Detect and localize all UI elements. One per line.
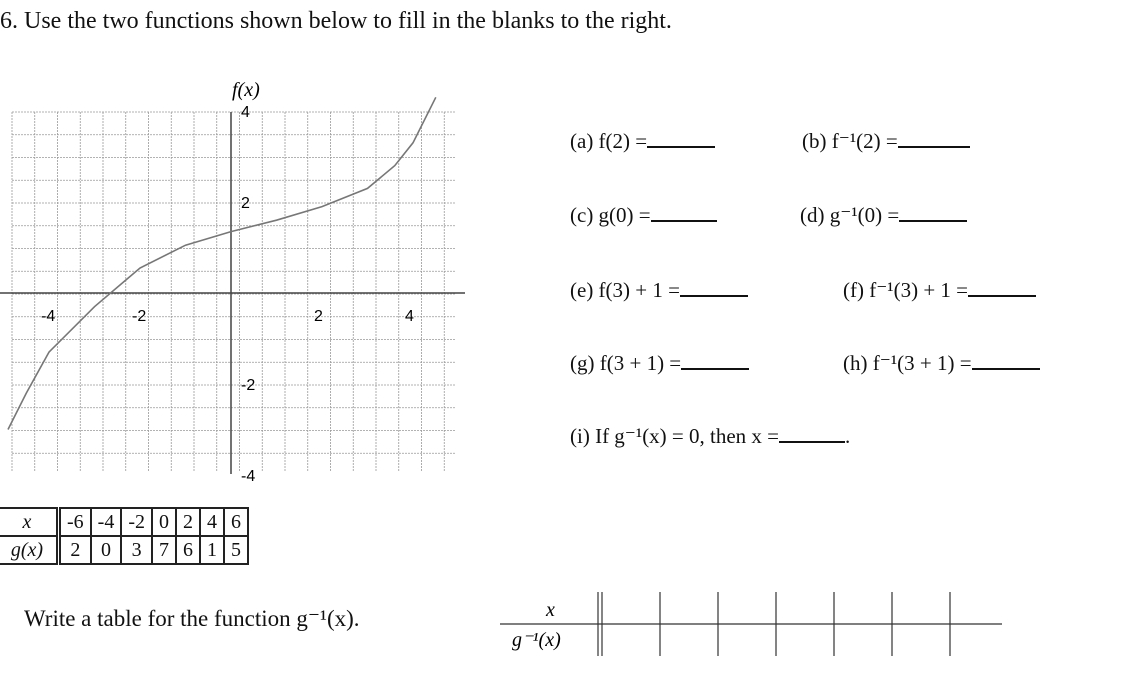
answer-blank-e[interactable]: [680, 275, 748, 297]
g-table-x-cell: -2: [121, 508, 152, 536]
part-i-label: (i) If g⁻¹(x) = 0, then x =: [570, 424, 780, 448]
g-table-x-cell: 4: [200, 508, 224, 536]
part-f-label: (f) f⁻¹(3) + 1 =: [843, 278, 969, 302]
g-table-gx-cell: 1: [200, 536, 224, 564]
g-table-x-cell: 0: [152, 508, 176, 536]
x-tick-label: -2: [132, 308, 147, 325]
g-table-gx-cell: 2: [59, 536, 91, 564]
question-number: 6.: [0, 8, 18, 34]
part-g-label: (g) f(3 + 1) =: [570, 351, 682, 375]
g-table-x-cell: 6: [224, 508, 248, 536]
write-table-prompt: Write a table for the function g⁻¹(x).: [24, 606, 360, 631]
y-tick-label: 4: [241, 104, 250, 121]
graph-grid: [12, 112, 455, 472]
x-tick-label: -4: [41, 308, 56, 325]
y-tick-label: -4: [241, 468, 256, 485]
g-table-gx-header: g(x): [0, 536, 59, 564]
part-c-label: (c) g(0) =: [570, 203, 651, 227]
axis-label-f: f(x): [232, 79, 260, 101]
answer-blank-f[interactable]: [968, 275, 1036, 297]
function-graph: [0, 76, 480, 485]
question-prompt: Use the two functions shown below to fill in the blanks to the right.: [24, 8, 672, 34]
answer-blank-d[interactable]: [899, 200, 967, 222]
inverse-table-ginv-label: g⁻¹(x): [512, 629, 561, 651]
part-a: [570, 126, 715, 154]
y-tick-label: -2: [241, 377, 256, 394]
g-table-x-cell: -6: [59, 508, 91, 536]
part-f: [843, 275, 1036, 303]
g-table-gx-cell: 6: [176, 536, 200, 564]
part-h-label: (h) f⁻¹(3 + 1) =: [843, 351, 972, 375]
answer-blank-c[interactable]: [651, 200, 717, 222]
question-text: [0, 8, 672, 35]
part-e-label: (e) f(3) + 1 =: [570, 278, 680, 302]
g-table-gx-cell: 0: [91, 536, 122, 564]
part-b-label: (b) f⁻¹(2) =: [802, 129, 898, 153]
g-table-x-row: [0, 508, 248, 536]
inverse-table-x-label: x: [546, 599, 555, 621]
g-table-gx-row: [0, 536, 248, 564]
g-table-x-cell: 2: [176, 508, 200, 536]
g-table: [0, 507, 249, 565]
x-tick-label: 2: [314, 308, 323, 325]
part-b: [802, 126, 970, 154]
part-i-period: .: [845, 424, 851, 448]
answer-blank-b[interactable]: [898, 126, 970, 148]
x-tick-label: 4: [405, 308, 414, 325]
part-e: [570, 275, 748, 303]
part-d-label: (d) g⁻¹(0) =: [800, 203, 900, 227]
g-table-gx-cell: 3: [121, 536, 152, 564]
part-i: [570, 421, 850, 449]
g-table-x-header: x: [0, 508, 59, 536]
part-c: [570, 200, 717, 228]
answer-blank-g[interactable]: [681, 348, 749, 370]
g-table-x-cell: -4: [91, 508, 122, 536]
y-tick-label: 2: [241, 195, 250, 212]
f-curve: [8, 97, 436, 429]
answer-blank-h[interactable]: [972, 348, 1040, 370]
part-a-label: (a) f(2) =: [570, 129, 648, 153]
g-table-gx-cell: 7: [152, 536, 176, 564]
g-table-gx-cell: 5: [224, 536, 248, 564]
part-d: [800, 200, 967, 228]
part-h: [843, 348, 1040, 376]
inverse-table[interactable]: [500, 590, 1010, 660]
answer-blank-a[interactable]: [647, 126, 715, 148]
part-g: [570, 348, 749, 376]
answer-blank-i[interactable]: [779, 421, 845, 443]
